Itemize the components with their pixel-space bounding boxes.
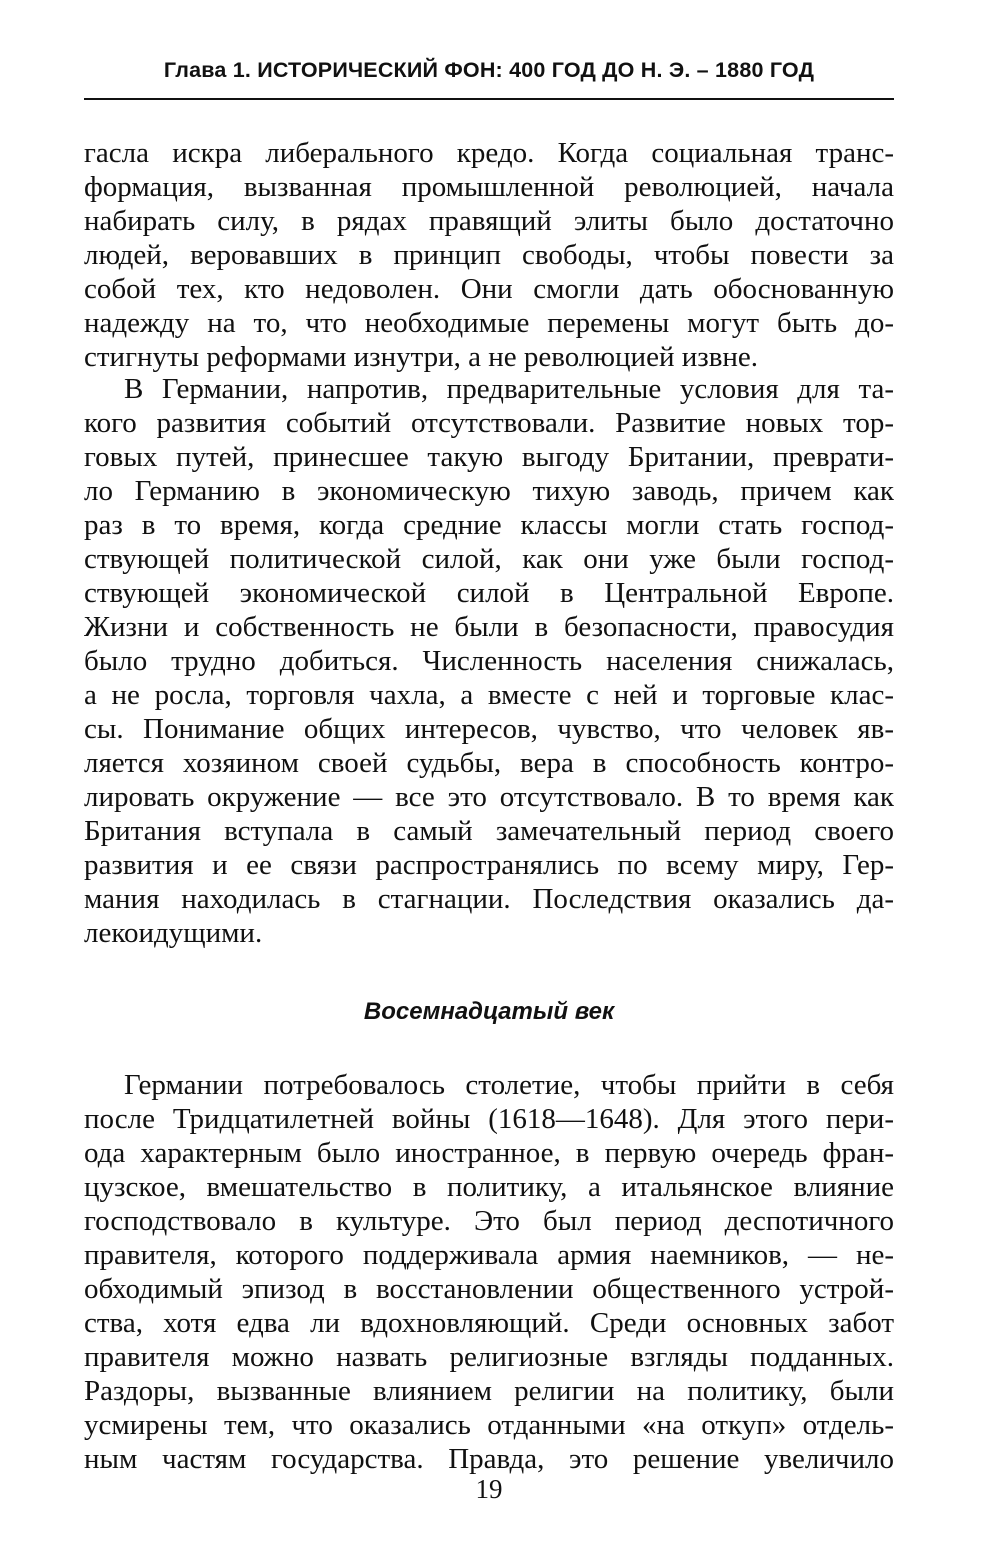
text-line: раз в то время, когда средние классы могли стать господ-	[84, 509, 894, 541]
text-line: после Тридцатилетней войны (1618—1648). Для этого пери-	[84, 1103, 894, 1135]
text-line: правителя, которого поддерживала армия наемников, — не-	[84, 1239, 894, 1271]
text-line: было трудно добиться. Численность населения снижалась,	[84, 645, 894, 677]
text-line: собой тех, кто недоволен. Они смогли дать обоснованную	[84, 273, 894, 305]
text-line: В Германии, напротив, предварительные условия для та-	[124, 373, 894, 405]
text-line: Раздоры, вызванные влиянием религии на политику, были	[84, 1375, 894, 1407]
text-line: Британия вступала в самый замечательный период своего	[84, 815, 894, 847]
text-line: ства, хотя едва ли вдохновляющий. Среди основных забот	[84, 1307, 894, 1339]
paragraph-continued	[84, 136, 894, 374]
text-line: ствующей экономической силой в Центральной Европе.	[84, 577, 894, 609]
text-line: ляется хозяином своей судьбы, вера в способность контро-	[84, 747, 894, 779]
page-number: 19	[475, 1474, 503, 1504]
paragraph-germany	[84, 372, 894, 950]
text-line: надежду на то, что необходимые перемены могут быть до-	[84, 307, 894, 339]
text-line: говых путей, принесшее такую выгоду Британии, преврати-	[84, 441, 894, 473]
text-line: людей, веровавших в принцип свободы, чтобы повести за	[84, 239, 894, 271]
text-line: господствовало в культуре. Это был период деспотичного	[84, 1205, 894, 1237]
text-line: лекоидущими.	[84, 917, 263, 949]
running-head: Глава 1. ИСТОРИЧЕСКИЙ ФОН: 400 ГОД ДО Н. Э. – 1880 ГОД	[163, 58, 815, 82]
text-line: Жизни и собственность не были в безопасности, правосудия	[84, 611, 894, 643]
text-line: ствующей политической силой, как они уже были господ-	[84, 543, 894, 575]
section-heading: Восемнадцатый век	[363, 998, 615, 1025]
text-line: ло Германию в экономическую тихую заводь, причем как	[84, 475, 894, 507]
text-line: формация, вызванная промышленной революцией, начала	[84, 171, 894, 203]
text-line: правителя можно назвать религиозные взгляды подданных.	[84, 1341, 894, 1373]
text-line: Германии потребовалось столетие, чтобы прийти в себя	[124, 1069, 894, 1101]
text-line: кого развития событий отсутствовали. Развитие новых тор-	[84, 407, 894, 439]
text-line: мания находилась в стагнации. Последствия оказались да-	[84, 883, 894, 915]
text-line: усмирены тем, что оказались отданными «на откуп» отдель-	[84, 1409, 894, 1441]
book-page	[84, 0, 894, 1552]
text-line: набирать силу, в рядах правящий элиты было достаточно	[84, 205, 894, 237]
text-line: развития и ее связи распространялись по всему миру, Гер-	[84, 849, 894, 881]
text-line: ода характерным было иностранное, в первую очередь фран-	[84, 1137, 894, 1169]
text-line: а не росла, торговля чахла, а вместе с ней и торговые клас-	[84, 679, 894, 711]
text-line: стигнуты реформами изнутри, а не революцией извне.	[84, 341, 759, 373]
text-line: лировать окружение — все это отсутствовало. В то время как	[84, 781, 894, 813]
text-line: цузское, вмешательство в политику, а итальянское влияние	[84, 1171, 894, 1203]
text-line: обходимый эпизод в восстановлении общественного устрой-	[84, 1273, 894, 1305]
text-line: гасла искра либерального кредо. Когда социальная транс-	[84, 137, 894, 169]
header-rule	[84, 98, 894, 100]
text-line: ным частям государства. Правда, это решение увеличило	[84, 1443, 894, 1475]
text-line: сы. Понимание общих интересов, чувство, что человек яв-	[84, 713, 894, 745]
paragraph-eighteenth-century	[84, 1068, 894, 1476]
